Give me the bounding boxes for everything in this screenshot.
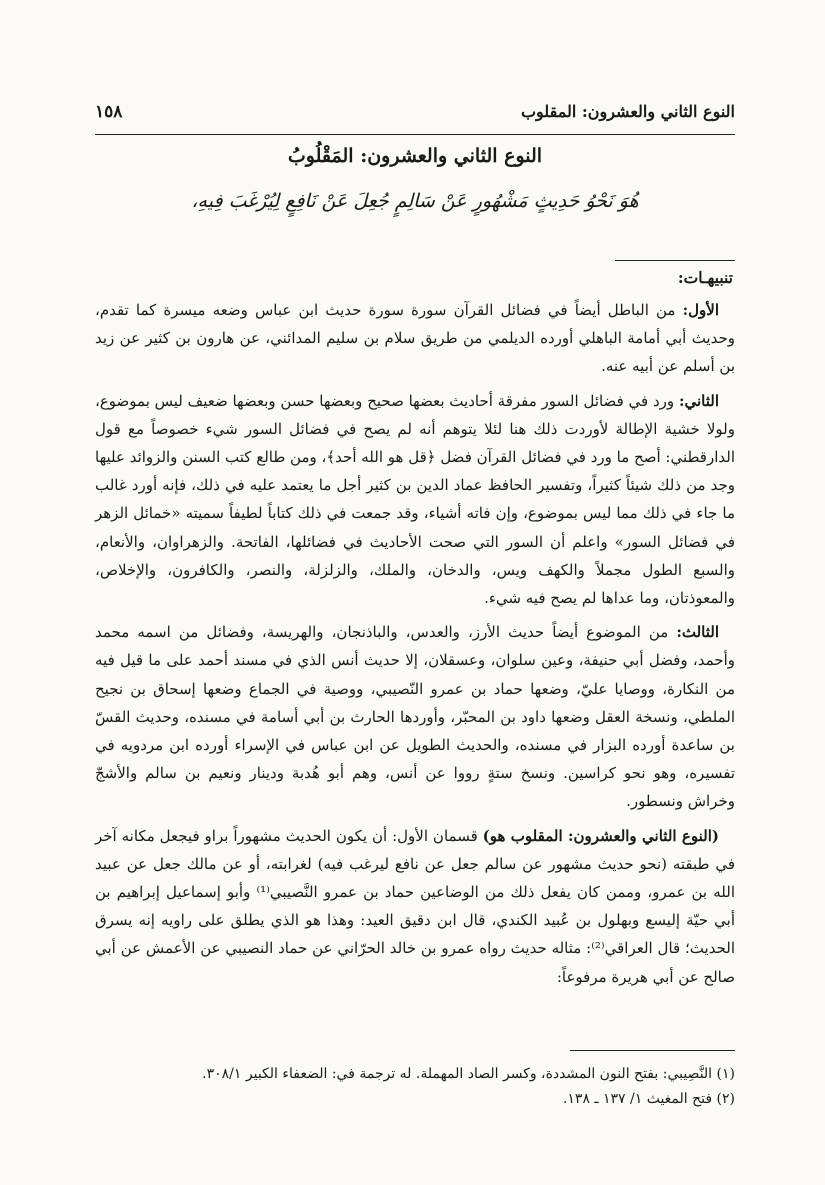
running-title: النوع الثاني والعشرون: المقلوب [520, 102, 735, 121]
footnotes-separator [570, 1050, 735, 1051]
paragraph-third [95, 618, 735, 815]
paragraph-second [95, 387, 735, 613]
footnote-1: (١) النَّصِيبي: بفتح النون المشددة، وكسر الصاد المهملة. له ترجمة في: الضعفاء الكبير ٣٠٨/١. [202, 1066, 735, 1082]
paragraph-commentary [95, 822, 735, 991]
notes-heading: تنبيهـات: [677, 268, 733, 287]
paragraph-lead: (النوع الثاني والعشرون: المقلوب هو) [482, 826, 719, 845]
paragraph-text: من الموضوع أيضاً حديث الأرز، والعدس، والباذنجان، والهريسة، وفضائل من اسمه محمد وأحمد، وفضل أبي حنيفة، وعين سلوان، وعسقلان، إلا حديث أنس الذي في مسند أحمد على ما قيل فيه من النكارة، ووصايا عليّ، وضعها حماد بن عمرو النّصيبي، ووصية في الجماع وضعها إسحاق بن نجيح الملطي، ونسخة العقل وضعها داود بن المحبّر، وأوردها الحارث بن أبي أسامة في مسنده، وحديث القسّ بن ساعدة أورده البزار في مسنده، والحديث الطويل عن ابن عباس في الإسراء أورده ابن مردويه في تفسيره، وهو نحو كراسين. ونسخ ستةٍ رووا عن أنس، وهم أبو هُدبة ودينار ونعيم بن سالم والأشجّ وخراش ونسطور. [95, 623, 735, 811]
page-number: ١٥٨ [95, 102, 123, 122]
paragraph-lead: الثاني: [678, 391, 719, 410]
body-text [95, 296, 735, 997]
chapter-title: النوع الثاني والعشرون: المَقْلُوبُ [287, 145, 543, 167]
footnote-2: (٢) فتح المغيث ١/ ١٣٧ ـ ١٣٨. [562, 1091, 735, 1107]
notes-separator [615, 260, 735, 261]
paragraph-text: ورد في فضائل السور مفرقة أحاديث بعضها صحيح وبعضها حسن وبعضها ضعيف ليس بموضوع، ولولا خشية الإطالة لأوردت ذلك هنا لئلا يتوهم أنه لم يصح في فضائل السور شيء خصوصاً مع قول الدارقطني: أصح ما ورد في فضائل القرآن فضل ﴿قل هو الله أحد﴾، ومن طالع كتب السنن والزوائد عليها وجد من ذلك شيئاً كثيراً، وتفسير الحافظ عماد الدين بن كثير أجل ما يعتمد عليه في ذلك، فإنه أورد غالب ما جاء في ذلك مما ليس بموضوع، وإن فاته أشياء، وقد جمعت في ذلك كتاباً لطيفاً سميته «خمائل الزهر في فضائل السور» واعلم أن السور التي صحت الأحاديث في فضائلها، الفاتحة. والزهراوان، والأنعام، والسبع الطول مجملاً والكهف ويس، والدخان، والملك، والزلزلة، والنصر، والكافرون، والإخلاص، والمعوذتان، وما عداها لم يصح فيه شيء. [95, 391, 735, 608]
paragraph-lead: الثالث: [676, 623, 719, 642]
paragraph-lead: الأول: [682, 301, 719, 319]
paragraph-text: قسمان الأول: أن يكون الحديث مشهوراً براو فيجعل مكانه آخر في طبقته (نحو حديث مشهور عن سالم جعل عن نافع ليرغب فيه) لغرابته، أو عن مالك جعل عن عبيد الله بن عمرو، وممن كان يفعل ذلك من الوضاعين حماد بن عمرو النَّصيبي⁽¹⁾ وأبو إسماعيل إبراهيم بن أبي حيّة إليسع وبهلول بن عُبيد الكندي، قال ابن دقيق العيد: وهذا هو الذي يطلق على راويه إنه يسرق الحديث؛ قال العراقي⁽²⁾: مثاله حديث رواه عمرو بن خالد الحرّاني عن حماد النصيبي عن الأعمش عن أبي صالح عن أبي هريرة مرفوعاً: [95, 826, 735, 986]
paragraph-first [95, 296, 735, 381]
verse-text: هُوَ نَحْوُ حَدِيثٍ مَشْهُورٍ عَنْ سَالِمٍ جُعِلَ عَنْ نَافِعٍ لِيُرْغَبَ فِيهِ، [191, 190, 639, 212]
page-header [95, 100, 735, 135]
footnotes [95, 1062, 735, 1112]
paragraph-text: من الباطل أيضاً في فضائل القرآن سورة سورة حديث ابن عباس وضعه ميسرة كما تقدم، وحديث أبي أمامة الباهلي أورده الديلمي من طريق سلام بن سليم المدائني، عن هارون بن كثير عن زيد بن أسلم عن أبيه عنه. [95, 301, 735, 376]
